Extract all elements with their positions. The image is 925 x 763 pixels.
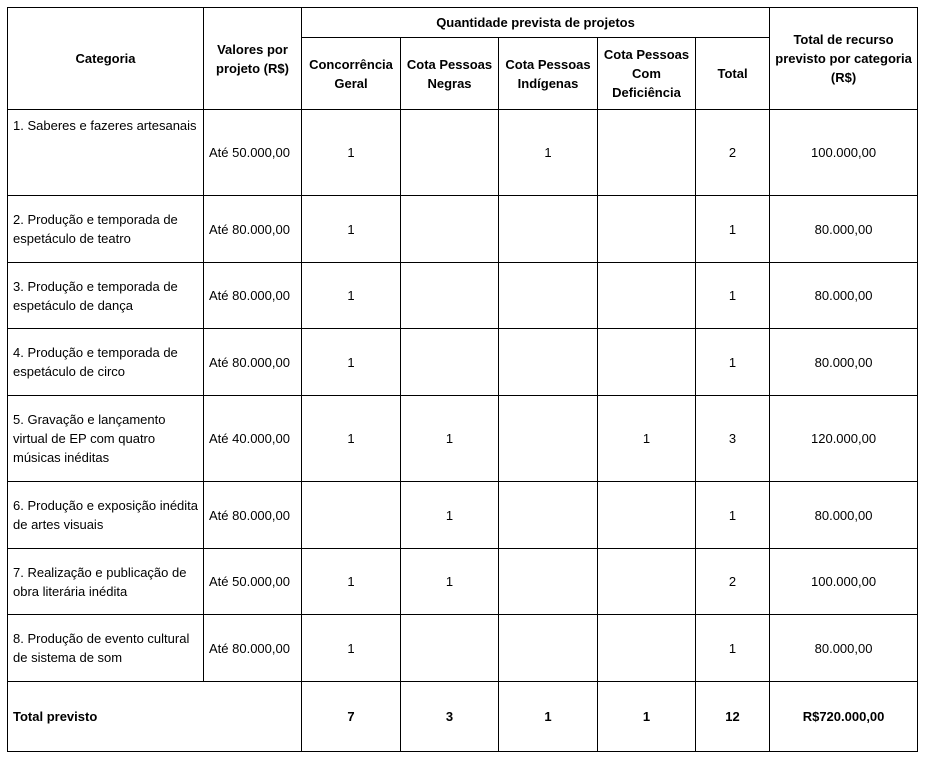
row-total: 3: [696, 396, 770, 482]
row-deficiencia: [598, 482, 696, 549]
row-geral: 1: [302, 263, 401, 329]
row-deficiencia: [598, 196, 696, 263]
row-geral: [302, 482, 401, 549]
row-deficiencia: [598, 615, 696, 682]
row-deficiencia: 1: [598, 396, 696, 482]
row-deficiencia: [598, 549, 696, 615]
total-geral: 7: [302, 682, 401, 752]
row-indigenas: [499, 396, 598, 482]
row-negras: [401, 615, 499, 682]
row-negras: 1: [401, 396, 499, 482]
row-valor: Até 50.000,00: [204, 110, 302, 196]
row-indigenas: [499, 549, 598, 615]
row-total: 1: [696, 482, 770, 549]
header-categoria: Categoria: [8, 8, 204, 110]
row-valor: Até 80.000,00: [204, 263, 302, 329]
row-recurso: 80.000,00: [770, 329, 918, 396]
row-geral: 1: [302, 396, 401, 482]
table-row: [8, 482, 918, 549]
row-deficiencia: [598, 110, 696, 196]
header-recurso: Total de recurso previsto por categoria (R$): [770, 8, 918, 110]
row-categoria: 7. Realização e publicação de obra literária inédita: [8, 549, 204, 615]
header-row-top: [8, 8, 918, 38]
total-negras: 3: [401, 682, 499, 752]
total-deficiencia: 1: [598, 682, 696, 752]
table-row: [8, 263, 918, 329]
row-valor: Até 80.000,00: [204, 196, 302, 263]
table-row: [8, 110, 918, 196]
row-total: 2: [696, 549, 770, 615]
row-categoria: 3. Produção e temporada de espetáculo de dança: [8, 263, 204, 329]
projects-table: [7, 7, 918, 752]
row-valor: Até 40.000,00: [204, 396, 302, 482]
header-concorrencia: Concorrência Geral: [302, 38, 401, 110]
row-total: 1: [696, 329, 770, 396]
row-valor: Até 50.000,00: [204, 549, 302, 615]
row-deficiencia: [598, 263, 696, 329]
row-total: 1: [696, 196, 770, 263]
row-negras: [401, 110, 499, 196]
row-indigenas: [499, 196, 598, 263]
header-negras: Cota Pessoas Negras: [401, 38, 499, 110]
total-row: [8, 682, 918, 752]
row-recurso: 120.000,00: [770, 396, 918, 482]
row-recurso: 80.000,00: [770, 482, 918, 549]
row-recurso: 80.000,00: [770, 615, 918, 682]
table-row: [8, 329, 918, 396]
header-deficiencia: Cota Pessoas Com Deficiência: [598, 38, 696, 110]
header-quantidade: Quantidade prevista de projetos: [302, 8, 770, 38]
row-indigenas: 1: [499, 110, 598, 196]
row-valor: Até 80.000,00: [204, 482, 302, 549]
total-total: 12: [696, 682, 770, 752]
row-negras: [401, 263, 499, 329]
row-indigenas: [499, 263, 598, 329]
row-total: 2: [696, 110, 770, 196]
row-negras: [401, 196, 499, 263]
row-total: 1: [696, 615, 770, 682]
total-indigenas: 1: [499, 682, 598, 752]
row-geral: 1: [302, 329, 401, 396]
row-geral: 1: [302, 110, 401, 196]
header-total: Total: [696, 38, 770, 110]
row-valor: Até 80.000,00: [204, 329, 302, 396]
row-indigenas: [499, 615, 598, 682]
row-indigenas: [499, 329, 598, 396]
row-deficiencia: [598, 329, 696, 396]
table-row: [8, 549, 918, 615]
row-recurso: 100.000,00: [770, 549, 918, 615]
row-valor: Até 80.000,00: [204, 615, 302, 682]
total-recurso: R$720.000,00: [770, 682, 918, 752]
row-categoria: 8. Produção de evento cultural de sistema de som: [8, 615, 204, 682]
row-total: 1: [696, 263, 770, 329]
header-indigenas: Cota Pessoas Indígenas: [499, 38, 598, 110]
row-negras: 1: [401, 482, 499, 549]
row-negras: 1: [401, 549, 499, 615]
row-geral: 1: [302, 615, 401, 682]
row-recurso: 100.000,00: [770, 110, 918, 196]
header-valores: Valores por projeto (R$): [204, 8, 302, 110]
row-indigenas: [499, 482, 598, 549]
row-negras: [401, 329, 499, 396]
row-geral: 1: [302, 549, 401, 615]
row-categoria: 2. Produção e temporada de espetáculo de teatro: [8, 196, 204, 263]
table-row: [8, 615, 918, 682]
total-label: Total previsto: [8, 682, 302, 752]
row-categoria: 6. Produção e exposição inédita de artes visuais: [8, 482, 204, 549]
table-row: [8, 396, 918, 482]
row-recurso: 80.000,00: [770, 196, 918, 263]
row-geral: 1: [302, 196, 401, 263]
row-categoria: 4. Produção e temporada de espetáculo de circo: [8, 329, 204, 396]
table-row: [8, 196, 918, 263]
row-recurso: 80.000,00: [770, 263, 918, 329]
row-categoria: 5. Gravação e lançamento virtual de EP com quatro músicas inéditas: [8, 396, 204, 482]
row-categoria: 1. Saberes e fazeres artesanais: [8, 110, 204, 196]
